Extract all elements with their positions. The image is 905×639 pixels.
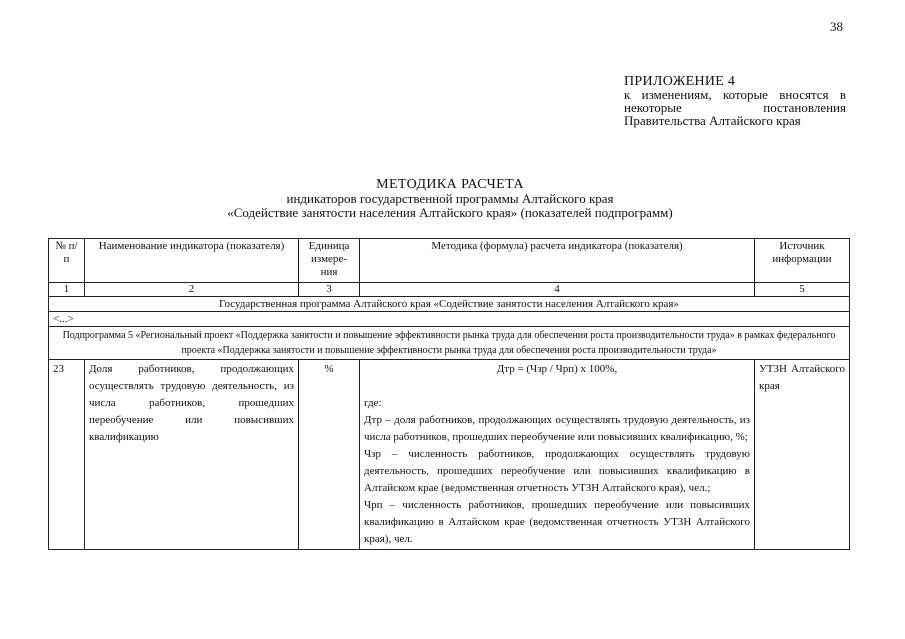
table-row <box>49 360 850 550</box>
column-number: 5 <box>755 283 850 297</box>
method-cell <box>360 360 755 550</box>
definition-1: Дтр – доля работников, продолжающих осуществлять трудовую деятельность, из числа работников, прошедших переобучение или повысивших квалификацию, %; <box>364 414 750 443</box>
unit: % <box>299 360 360 550</box>
page-number: 38 <box>830 19 843 34</box>
subprogram-title: Подпрограмма 5 «Региональный проект «Поддержка занятости и повышение эффективности рынка труда для обеспечения роста производительности труда» в рамках федерального проекта «Поддержка занятости и повышение эффективности рынка труда для обеспечения роста производительности труда» <box>49 327 850 360</box>
document-title <box>150 178 750 220</box>
title-line-2: индикаторов государственной программы Алтайского края <box>286 191 614 206</box>
indicator-table <box>48 238 850 550</box>
indicator-name: Доля работников, продолжающих осуществлять трудовую деятельность, из числа работников, прошедших переобучение или повысивших квалификацию <box>85 360 299 550</box>
column-number: 2 <box>85 283 299 297</box>
column-number: 1 <box>49 283 85 297</box>
header-number: № п/п <box>49 239 85 283</box>
column-number: 3 <box>299 283 360 297</box>
source: УТЗН Алтайского края <box>755 360 850 550</box>
header-indicator-name: Наименование индикатора (показателя) <box>85 239 299 283</box>
column-number: 4 <box>360 283 755 297</box>
table-header-row <box>49 239 850 283</box>
formula: Дтр = (Чзр / Чрп) x 100%, <box>496 363 618 375</box>
header-source: Источник информации <box>755 239 850 283</box>
program-title: Государственная программа Алтайского края «Содействие занятости населения Алтайского края» <box>49 297 850 312</box>
definition-2: Чзр – численность работников, продолжающих осуществлять трудовую деятельность, прошедших переобучение или повысивших квалификацию в Алтайском крае (ведомственная отчетность УТЗН Алтайского края), чел.; <box>364 448 750 494</box>
ellipsis: <...> <box>49 312 850 327</box>
ellipsis-row <box>49 312 850 327</box>
definition-3: Чрп – численность работников, прошедших переобучение или повысивших квалификацию в Алтайском крае (ведомственная отчетность УТЗН Алтайского края), чел. <box>364 499 750 545</box>
header-unit: Единица измере-ния <box>299 239 360 283</box>
row-number: 23 <box>49 360 85 550</box>
title-line-3: «Содействие занятости населения Алтайского края» (показателей подпрограмм) <box>227 205 673 220</box>
appendix-block <box>624 75 846 127</box>
subprogram-row <box>49 327 850 360</box>
title-line-1: МЕТОДИКА РАСЧЕТА <box>376 177 524 192</box>
appendix-text: к изменениям, которые вносятся в некоторые постановления Правительства Алтайского края <box>624 87 846 128</box>
header-method: Методика (формула) расчета индикатора (показателя) <box>360 239 755 283</box>
column-numbers-row <box>49 283 850 297</box>
appendix-heading: ПРИЛОЖЕНИЕ 4 <box>624 74 736 89</box>
where-label: где: <box>364 397 382 409</box>
program-row <box>49 297 850 312</box>
